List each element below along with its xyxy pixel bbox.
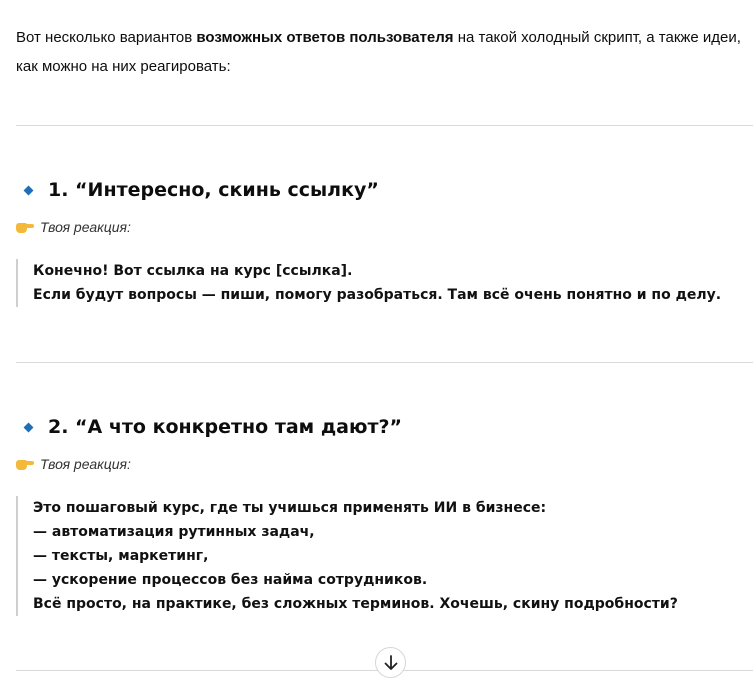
reply-line: — ускорение процессов без найма сотрудников.: [33, 572, 428, 588]
section-heading: [22, 179, 379, 201]
divider: [16, 362, 753, 363]
reply-blockquote: [16, 496, 678, 616]
reply-line: — автоматизация рутинных задач,: [33, 524, 315, 540]
intro-text-bold: возможных ответов пользователя: [196, 29, 454, 46]
reply-line: Всё просто, на практике, без сложных терминов. Хочешь, скину подробности?: [33, 596, 678, 612]
arrow-down-icon: [384, 655, 398, 671]
reaction-label-text: Твоя реакция:: [40, 219, 131, 235]
reaction-label: [16, 219, 131, 235]
section-heading: [22, 416, 402, 438]
intro-paragraph: [16, 23, 746, 81]
reply-line: Конечно! Вот ссылка на курс [ссылка].: [33, 263, 353, 279]
scroll-down-button[interactable]: [375, 647, 406, 678]
reply-line: Это пошаговый курс, где ты учишься применять ИИ в бизнесе:: [33, 500, 547, 516]
diamond-icon: [24, 422, 34, 432]
reaction-label-text: Твоя реакция:: [40, 456, 131, 472]
diamond-icon: [24, 185, 34, 195]
pointing-hand-icon: [16, 220, 34, 234]
pointing-hand-icon: [16, 457, 34, 471]
section-heading-text: 2. “А что конкретно там дают?”: [48, 416, 402, 438]
reply-line: Если будут вопросы — пиши, помогу разобраться. Там всё очень понятно и по делу.: [33, 287, 722, 303]
intro-text-end: на такой холодный скрипт, а также идеи, как можно на них реагировать:: [16, 29, 741, 75]
intro-text-start: Вот несколько вариантов: [16, 29, 197, 46]
divider: [16, 125, 753, 126]
reaction-label: [16, 456, 131, 472]
section-heading-text: 1. “Интересно, скинь ссылку”: [48, 179, 379, 201]
reply-line: — тексты, маркетинг,: [33, 548, 209, 564]
reply-blockquote: [16, 259, 721, 307]
